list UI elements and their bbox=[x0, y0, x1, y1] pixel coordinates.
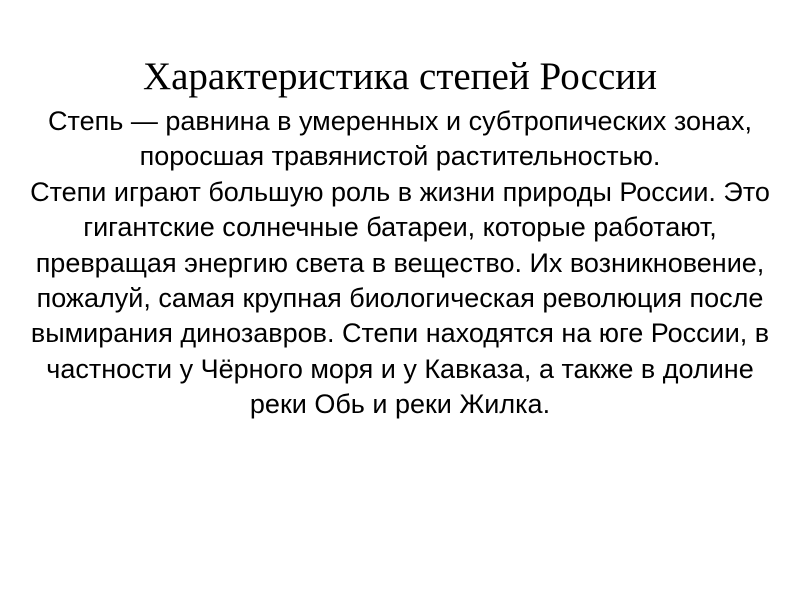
description-paragraph: Степи играют большую роль в жизни природы России. Это гигантские солнечные батареи, которые работают, превращая энергию света в вещество. Их возникновение, пожалуй, самая крупная биологическая революция после вымирания динозавров. Степи находятся на юге России, в частности у Чёрного моря и у Кавказа, а также в долине реки Обь и реки Жилка. bbox=[30, 176, 770, 420]
definition-paragraph: Степь — равнина в умеренных и субтропических зонах, поросшая травянистой растительностью. bbox=[48, 106, 752, 172]
slide-title: Характеристика степей России bbox=[142, 55, 658, 98]
slide-body bbox=[28, 104, 772, 423]
